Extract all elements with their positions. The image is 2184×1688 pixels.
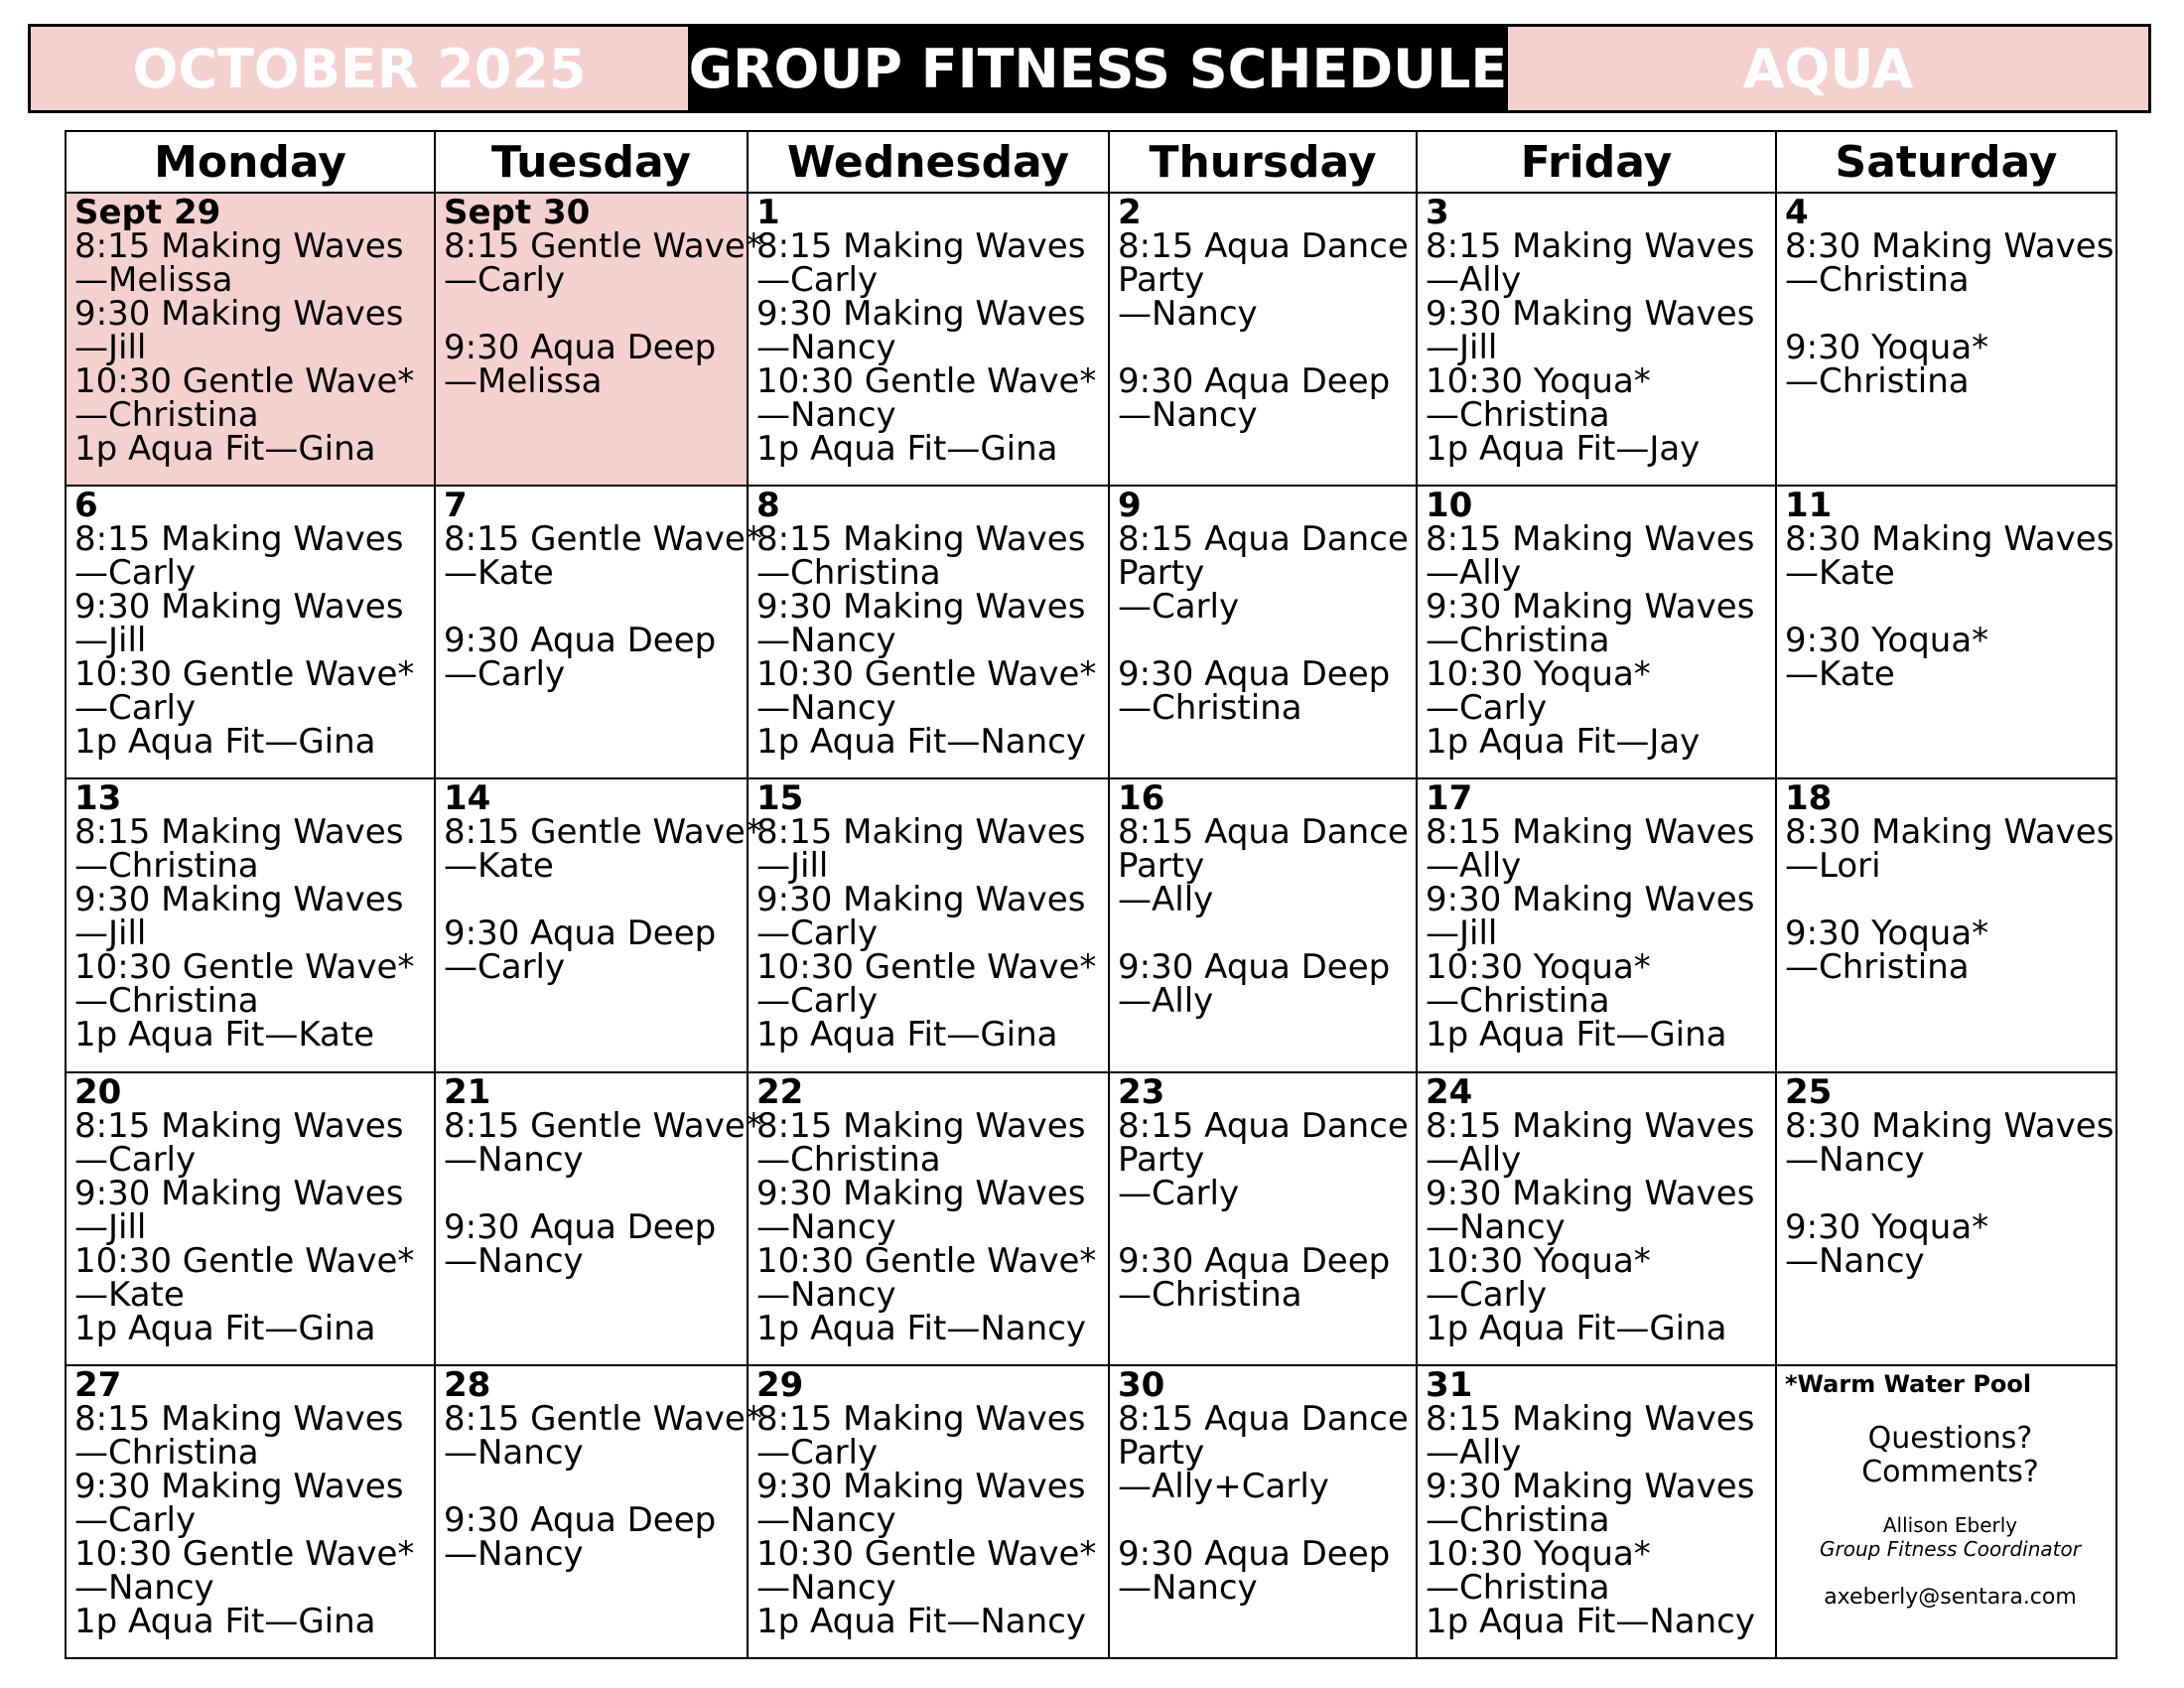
class-line: 9:30 Making Waves (74, 880, 404, 920)
day-cell (1417, 486, 1776, 778)
day-number: Sept 30 (444, 193, 591, 232)
day-cell (435, 1071, 762, 1365)
class-line: 10:30 Yoqua* (1426, 1240, 1651, 1281)
calendar-table (65, 130, 2117, 1659)
day-content (1418, 486, 1775, 763)
class-line: —Nancy (444, 1432, 584, 1473)
schedule-banner (28, 24, 2151, 113)
day-number: 10 (1426, 486, 1473, 526)
day-cell (435, 193, 762, 486)
day-content (749, 486, 1108, 763)
day-number: 23 (1118, 1071, 1165, 1112)
day-cell (748, 486, 1109, 778)
day-number: 30 (1118, 1364, 1165, 1405)
day-cell (1417, 778, 1776, 1071)
class-line: —Jill (74, 1206, 147, 1247)
class-line: 9:30 Aqua Deep (1118, 947, 1391, 988)
class-line: —Ally+Carly (1118, 1466, 1329, 1506)
day-content (1777, 778, 2116, 988)
contact-name: Allison Eberly (1882, 1512, 2018, 1537)
day-content (1777, 193, 2116, 401)
class-line: 8:15 Making Waves (1426, 812, 1755, 853)
class-line: —Nancy (756, 1567, 896, 1608)
class-line (444, 590, 747, 624)
banner-title: GROUP FITNESS SCHEDULE (688, 27, 1508, 110)
class-line: —Carly (1426, 1274, 1548, 1315)
class-line: —Kate (444, 846, 554, 887)
class-line (444, 1470, 747, 1503)
class-line: 9:30 Making Waves (1426, 587, 1755, 628)
class-line: 9:30 Making Waves (1426, 1466, 1755, 1506)
day-number: 17 (1426, 778, 1473, 819)
class-line: 8:15 Aqua Dance (1118, 519, 1409, 560)
class-line: —Carly (756, 260, 879, 300)
week-row (66, 1072, 2116, 1365)
class-line: —Nancy (756, 621, 896, 661)
day-cell (748, 193, 1109, 486)
class-line: 8:15 Making Waves (74, 1398, 404, 1439)
class-line: 9:30 Yoqua* (1785, 621, 1989, 661)
comments-text: Comments? (1861, 1454, 2039, 1489)
day-cell (66, 486, 435, 778)
class-line (1785, 883, 2116, 916)
class-line: —Jill (1426, 914, 1498, 954)
day-number: 21 (444, 1071, 491, 1112)
class-line: 10:30 Gentle Wave* (74, 654, 415, 695)
day-number: 3 (1426, 193, 1449, 232)
day-cell (1417, 193, 1776, 486)
class-line (1785, 590, 2116, 624)
class-line: —Nancy (756, 1206, 896, 1247)
questions-text: Questions? (1867, 1420, 2033, 1456)
day-content (749, 193, 1108, 469)
class-line: —Jill (1426, 328, 1498, 367)
class-line: 9:30 Yoqua* (1785, 328, 1989, 367)
class-line: 1p Aqua Fit—Nancy (1426, 1601, 1755, 1641)
class-line: 1p Aqua Fit—Gina (74, 1601, 376, 1641)
class-line: —Nancy (756, 328, 896, 367)
class-line: —Melissa (74, 260, 233, 300)
class-line: —Christina (74, 395, 259, 435)
day-number: 22 (756, 1071, 804, 1112)
day-content (1110, 193, 1416, 435)
class-line: 10:30 Yoqua* (1426, 1533, 1651, 1574)
day-cell (66, 1072, 435, 1365)
day-number: 1 (756, 193, 780, 232)
class-line: 10:30 Gentle Wave* (756, 654, 1097, 695)
day-number: 6 (74, 486, 98, 526)
contact-email: axeberly@sentara.com (1824, 1584, 2077, 1610)
class-line: —Nancy (1118, 294, 1258, 334)
day-header: Tuesday (435, 131, 748, 193)
class-line: 10:30 Gentle Wave* (74, 361, 415, 401)
class-line: 8:30 Making Waves (1785, 226, 2115, 266)
day-number: 18 (1785, 778, 1833, 819)
class-line: —Carly (74, 553, 197, 594)
day-number: 28 (444, 1364, 491, 1405)
class-line: —Carly (1118, 587, 1240, 628)
class-line: 9:30 Making Waves (1426, 880, 1755, 920)
class-line: —Jill (74, 621, 147, 661)
class-line: 8:15 Making Waves (756, 1398, 1086, 1439)
class-line: 8:15 Making Waves (756, 812, 1086, 853)
day-cell (748, 1072, 1109, 1365)
class-line: —Jill (756, 846, 829, 887)
class-line: 8:15 Aqua Dance (1118, 1398, 1409, 1439)
class-line: 10:30 Gentle Wave* (74, 1240, 415, 1281)
class-line (444, 1177, 747, 1210)
class-line: —Christina (1785, 947, 1970, 988)
day-content (1418, 1364, 1775, 1641)
class-line: —Kate (1785, 553, 1895, 594)
pool-note: *Warm Water Pool (1785, 1369, 2032, 1398)
class-line (444, 883, 747, 916)
day-content (1777, 1071, 2116, 1281)
day-header-row (66, 131, 2116, 193)
day-cell (1109, 486, 1417, 778)
class-line: —Christina (1785, 361, 1970, 401)
day-number: 7 (444, 486, 468, 526)
day-cell (435, 486, 762, 778)
class-line: —Kate (74, 1274, 185, 1315)
class-line: —Kate (444, 553, 554, 594)
day-content (1418, 1071, 1775, 1348)
class-line: 1p Aqua Fit—Nancy (756, 722, 1086, 763)
class-line: —Nancy (444, 1139, 584, 1180)
class-line: —Jill (74, 328, 147, 367)
class-line: 9:30 Making Waves (74, 294, 404, 334)
class-line: 10:30 Gentle Wave* (756, 361, 1097, 401)
class-line: —Christina (74, 1432, 259, 1473)
class-line: 8:15 Making Waves (1426, 226, 1755, 266)
class-line: —Nancy (1785, 1139, 1925, 1180)
class-line: 9:30 Aqua Deep (1118, 654, 1391, 695)
class-line: 1p Aqua Fit—Nancy (756, 1308, 1086, 1348)
class-line: 8:15 Making Waves (1426, 1398, 1755, 1439)
class-line: 8:15 Aqua Dance (1118, 1105, 1409, 1146)
day-header: Thursday (1109, 131, 1417, 193)
class-line: 1p Aqua Fit—Jay (1426, 429, 1701, 469)
class-line: Party (1118, 1139, 1205, 1180)
banner-category: AQUA (1508, 27, 2148, 110)
day-cell (66, 193, 435, 486)
class-line (1118, 624, 1416, 657)
day-content (1110, 486, 1416, 729)
class-line: —Carly (74, 1499, 197, 1540)
day-cell (1776, 778, 2116, 1071)
day-content (749, 778, 1108, 1055)
class-line: 8:15 Gentle Wave* (444, 1105, 762, 1146)
class-line: —Ally (1426, 1139, 1522, 1180)
day-number: 11 (1785, 486, 1833, 526)
class-line: 10:30 Yoqua* (1426, 361, 1651, 401)
class-line: 8:15 Making Waves (756, 1105, 1086, 1146)
class-line: —Nancy (756, 1499, 896, 1540)
day-number: 9 (1118, 486, 1142, 526)
class-line: 1p Aqua Fit—Gina (74, 1308, 376, 1348)
class-line (1118, 331, 1416, 364)
class-line (444, 297, 747, 331)
day-content (67, 193, 434, 469)
class-line: 9:30 Aqua Deep (444, 1206, 717, 1247)
class-line: 1p Aqua Fit—Gina (756, 429, 1058, 469)
day-number: 4 (1785, 193, 1809, 232)
class-line: —Lori (1785, 846, 1881, 887)
class-line: 10:30 Gentle Wave* (756, 1533, 1097, 1574)
class-line: —Christina (74, 981, 259, 1022)
class-line (1118, 916, 1416, 950)
week-row (66, 1365, 2116, 1658)
day-content (67, 486, 434, 763)
day-content (436, 1364, 762, 1574)
week-row (66, 778, 2116, 1071)
class-line: 9:30 Aqua Deep (444, 328, 717, 367)
class-line: 1p Aqua Fit—Gina (74, 429, 376, 469)
notes-cell (1776, 1365, 2116, 1658)
class-line: —Carly (756, 981, 879, 1022)
class-line: 8:15 Making Waves (1426, 1105, 1755, 1146)
class-line: 1p Aqua Fit—Gina (756, 1015, 1058, 1055)
day-content (1418, 778, 1775, 1055)
class-line: —Ally (1118, 981, 1214, 1022)
class-line: —Nancy (1118, 1567, 1258, 1608)
class-line: 8:15 Aqua Dance (1118, 226, 1409, 266)
class-line: 8:15 Gentle Wave* (444, 519, 762, 560)
day-cell (1109, 1072, 1417, 1365)
class-line: 8:15 Making Waves (756, 226, 1086, 266)
day-cell (1776, 193, 2116, 486)
class-line: 1p Aqua Fit—Gina (1426, 1015, 1727, 1055)
class-line: —Nancy (444, 1533, 584, 1574)
day-cell (1417, 1365, 1776, 1658)
day-content (436, 778, 762, 988)
class-line: —Kate (1785, 654, 1895, 695)
day-number: Sept 29 (74, 193, 221, 232)
class-line: 8:15 Making Waves (1426, 519, 1755, 560)
day-number: 25 (1785, 1071, 1833, 1112)
week-row (66, 193, 2116, 486)
day-content (67, 1364, 434, 1641)
class-line: 9:30 Making Waves (74, 1466, 404, 1506)
class-line: —Christina (74, 846, 259, 887)
class-line: —Carly (74, 1139, 197, 1180)
class-line: 9:30 Making Waves (756, 587, 1086, 628)
class-line: 8:15 Gentle Wave* (444, 226, 762, 266)
class-line: —Christina (1118, 688, 1302, 729)
day-content (436, 486, 762, 695)
class-line: —Nancy (756, 1274, 896, 1315)
class-line: —Ally (1426, 260, 1522, 300)
class-line: —Nancy (444, 1240, 584, 1281)
class-line: —Nancy (756, 688, 896, 729)
class-line: 9:30 Making Waves (74, 587, 404, 628)
class-line: 9:30 Making Waves (756, 294, 1086, 334)
class-line (1785, 1177, 2116, 1210)
class-line: —Christina (1426, 395, 1610, 435)
day-header: Monday (66, 131, 435, 193)
class-line: —Ally (1118, 880, 1214, 920)
class-line: —Christina (1426, 1567, 1610, 1608)
class-line: 8:15 Aqua Dance (1118, 812, 1409, 853)
day-cell (435, 778, 762, 1071)
class-line: 8:15 Making Waves (74, 519, 404, 560)
class-line: 8:15 Making Waves (74, 226, 404, 266)
class-line: —Nancy (1118, 395, 1258, 435)
class-line: 8:30 Making Waves (1785, 519, 2115, 560)
class-line: 1p Aqua Fit—Gina (1426, 1308, 1727, 1348)
class-line: —Carly (756, 914, 879, 954)
class-line: —Carly (1426, 688, 1548, 729)
class-line: 9:30 Making Waves (74, 1173, 404, 1213)
class-line: —Melissa (444, 361, 603, 401)
class-line: 9:30 Making Waves (756, 880, 1086, 920)
class-line: 9:30 Aqua Deep (1118, 1240, 1391, 1281)
questions-prompt (1785, 1422, 2116, 1489)
class-line: 9:30 Making Waves (1426, 1173, 1755, 1213)
day-cell (1776, 486, 2116, 778)
class-line: —Christina (1785, 260, 1970, 300)
day-number: 16 (1118, 778, 1165, 819)
class-line: 10:30 Gentle Wave* (74, 1533, 415, 1574)
day-cell (1776, 1072, 2116, 1365)
class-line: —Christina (756, 553, 941, 594)
day-number: 13 (74, 778, 122, 819)
class-line: —Nancy (1426, 1206, 1566, 1247)
class-line: 8:15 Gentle Wave* (444, 1398, 762, 1439)
day-content (1110, 778, 1416, 1022)
class-line: —Christina (1426, 981, 1610, 1022)
class-line: 8:15 Making Waves (74, 812, 404, 853)
class-line: 8:15 Making Waves (756, 519, 1086, 560)
class-line: —Ally (1426, 553, 1522, 594)
day-cell (748, 1365, 1109, 1658)
day-header: Friday (1417, 131, 1776, 193)
class-line: 9:30 Aqua Deep (444, 1499, 717, 1540)
contact-role: Group Fitness Coordinator (1820, 1536, 2081, 1561)
class-line: —Nancy (74, 1567, 214, 1608)
day-content (436, 193, 762, 401)
class-line: —Christina (1426, 621, 1610, 661)
class-line: 9:30 Aqua Deep (444, 914, 717, 954)
class-line: —Nancy (1785, 1240, 1925, 1281)
class-line: 9:30 Making Waves (756, 1466, 1086, 1506)
day-number: 29 (756, 1364, 804, 1405)
class-line: —Carly (1118, 1173, 1240, 1213)
day-number: 31 (1426, 1364, 1473, 1405)
day-cell (1109, 778, 1417, 1071)
class-line: —Carly (444, 947, 566, 988)
class-line: —Christina (1118, 1274, 1302, 1315)
class-line: 10:30 Gentle Wave* (74, 947, 415, 988)
day-content (749, 1071, 1108, 1348)
class-line: 9:30 Making Waves (756, 1173, 1086, 1213)
day-cell (435, 1364, 762, 1658)
class-line: —Carly (444, 654, 566, 695)
day-content (67, 778, 434, 1055)
class-line: —Nancy (756, 395, 896, 435)
class-line: Party (1118, 1432, 1205, 1473)
class-line: 8:15 Gentle Wave* (444, 812, 762, 853)
day-cell (66, 1365, 435, 1658)
class-line: 1p Aqua Fit—Gina (74, 722, 376, 763)
day-content (436, 1071, 762, 1281)
day-header: Saturday (1776, 131, 2116, 193)
class-line: —Carly (74, 688, 197, 729)
class-line: 10:30 Gentle Wave* (756, 1240, 1097, 1281)
class-line: 9:30 Yoqua* (1785, 1206, 1989, 1247)
day-number: 24 (1426, 1071, 1473, 1112)
class-line: 9:30 Making Waves (1426, 294, 1755, 334)
day-content (1110, 1071, 1416, 1315)
day-content (1418, 193, 1775, 469)
class-line: —Christina (756, 1139, 941, 1180)
day-content (1110, 1364, 1416, 1608)
class-line: 8:30 Making Waves (1785, 812, 2115, 853)
day-number: 15 (756, 778, 804, 819)
day-number: 8 (756, 486, 780, 526)
class-line: 9:30 Aqua Deep (1118, 1533, 1391, 1574)
class-line: 8:15 Making Waves (74, 1105, 404, 1146)
banner-month: OCTOBER 2025 (31, 27, 688, 110)
class-line: Party (1118, 260, 1205, 300)
class-line (1785, 297, 2116, 331)
class-line: —Ally (1426, 1432, 1522, 1473)
class-line: 9:30 Yoqua* (1785, 914, 1989, 954)
class-line: 1p Aqua Fit—Jay (1426, 722, 1701, 763)
day-number: 14 (444, 778, 491, 819)
class-line (1118, 1210, 1416, 1244)
day-content (1777, 486, 2116, 695)
class-line: 10:30 Yoqua* (1426, 654, 1651, 695)
class-line: 8:30 Making Waves (1785, 1105, 2115, 1146)
class-line: —Jill (74, 914, 147, 954)
class-line (1118, 1503, 1416, 1537)
class-line: 1p Aqua Fit—Kate (74, 1015, 375, 1055)
day-number: 20 (74, 1071, 122, 1112)
day-number: 2 (1118, 193, 1142, 232)
class-line: —Carly (444, 260, 566, 300)
class-line: 1p Aqua Fit—Nancy (756, 1601, 1086, 1641)
day-content (749, 1364, 1108, 1641)
class-line: Party (1118, 553, 1205, 594)
class-line: 10:30 Yoqua* (1426, 947, 1651, 988)
day-cell (1109, 1365, 1417, 1658)
week-row (66, 486, 2116, 778)
class-line: 9:30 Aqua Deep (444, 621, 717, 661)
day-content (67, 1071, 434, 1348)
day-number: 27 (74, 1364, 122, 1405)
notes-content (1777, 1366, 2116, 1648)
day-cell (1109, 193, 1417, 486)
class-line: 9:30 Aqua Deep (1118, 361, 1391, 401)
class-line: 10:30 Gentle Wave* (756, 947, 1097, 988)
day-cell (66, 778, 435, 1071)
class-line: —Christina (1426, 1499, 1610, 1540)
class-line: Party (1118, 846, 1205, 887)
day-header: Wednesday (748, 131, 1109, 193)
class-line: —Carly (756, 1432, 879, 1473)
day-cell (748, 778, 1109, 1071)
class-line: —Ally (1426, 846, 1522, 887)
day-cell (1417, 1072, 1776, 1365)
